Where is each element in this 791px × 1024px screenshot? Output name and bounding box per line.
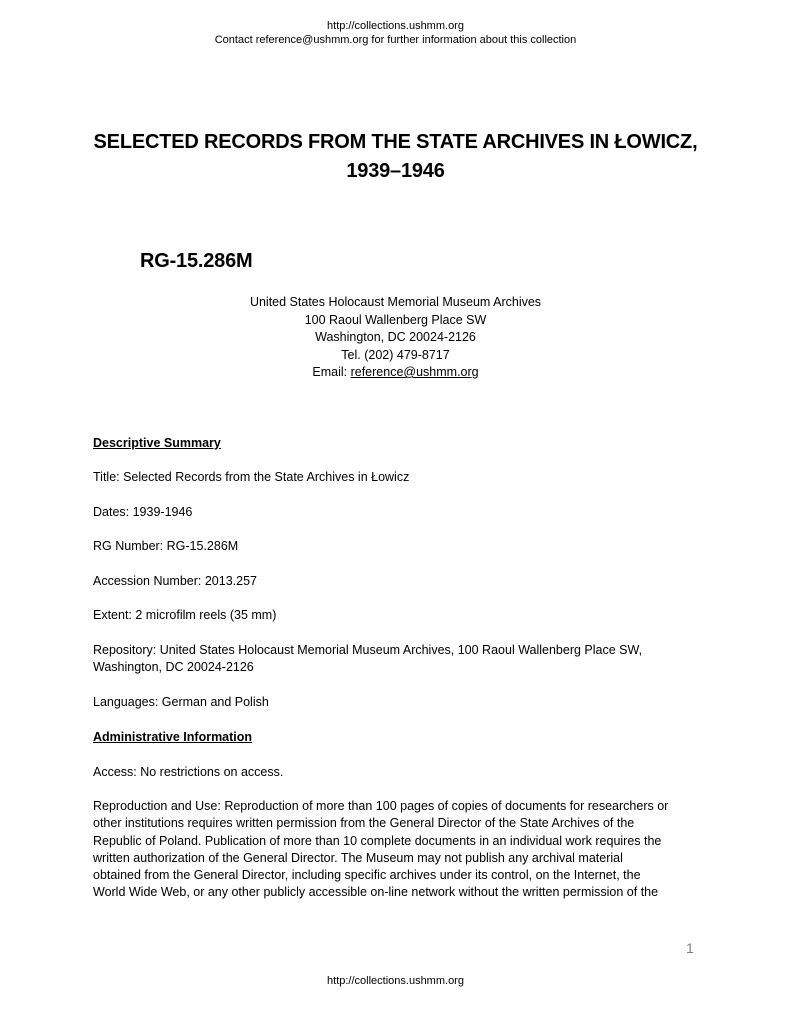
rg-number-heading: RG-15.286M [140, 250, 253, 272]
admin-reproduction [93, 798, 703, 902]
summary-accession: Accession Number: 2013.257 [93, 574, 257, 588]
title-line-2: 1939–1946 [346, 160, 445, 182]
repository-line-2: Washington, DC 20024-2126 [93, 660, 254, 675]
descriptive-summary-heading: Descriptive Summary [93, 436, 221, 450]
summary-title: Title: Selected Records from the State Archives in Łowicz [93, 470, 410, 484]
address-block [0, 294, 791, 382]
reproduction-line: written authorization of the General Director. The Museum may not publish any archival material [93, 850, 623, 865]
document-title [60, 128, 731, 186]
email-link[interactable]: reference@ushmm.org [350, 365, 479, 379]
summary-rg-number: RG Number: RG-15.286M [93, 539, 239, 553]
address-line-4: Tel. (202) 479-8717 [341, 347, 450, 362]
administrative-information-heading: Administrative Information [93, 730, 253, 744]
summary-languages: Languages: German and Polish [93, 695, 269, 709]
reproduction-line: other institutions requires written permission from the General Director of the State Archives of the [93, 816, 635, 831]
title-line-1: SELECTED RECORDS FROM THE STATE ARCHIVES IN ŁOWICZ, [93, 131, 698, 153]
header-contact: Contact reference@ushmm.org for further information about this collection [214, 34, 577, 46]
address-line-3: Washington, DC 20024-2126 [315, 330, 476, 344]
address-email-row [0, 364, 791, 382]
address-line-1: United States Holocaust Memorial Museum Archives [249, 295, 542, 309]
header-url[interactable]: http://collections.ushmm.org [327, 20, 464, 32]
address-line-2: 100 Raoul Wallenberg Place SW [304, 312, 487, 327]
summary-extent: Extent: 2 microfilm reels (35 mm) [93, 608, 277, 622]
admin-access: Access: No restrictions on access. [93, 765, 284, 779]
reproduction-line: Republic of Poland. Publication of more than 10 complete documents in an individual work requires the [93, 833, 662, 848]
reproduction-line: World Wide Web, or any other publicly accessible on-line network without the written permission of the [93, 885, 659, 900]
email-label: Email: [312, 365, 351, 379]
repository-line-1: Repository: United States Holocaust Memorial Museum Archives, 100 Raoul Wallenberg Place SW, [93, 643, 643, 657]
page-number: 1 [686, 940, 694, 956]
summary-dates: Dates: 1939-1946 [93, 505, 193, 519]
footer-url[interactable]: http://collections.ushmm.org [327, 975, 464, 987]
summary-repository [93, 642, 703, 677]
reproduction-line: obtained from the General Director, including specific archives under its control, on the Internet, the [93, 868, 641, 883]
reproduction-line: Reproduction and Use: Reproduction of more than 100 pages of copies of documents for researchers or [93, 799, 669, 813]
